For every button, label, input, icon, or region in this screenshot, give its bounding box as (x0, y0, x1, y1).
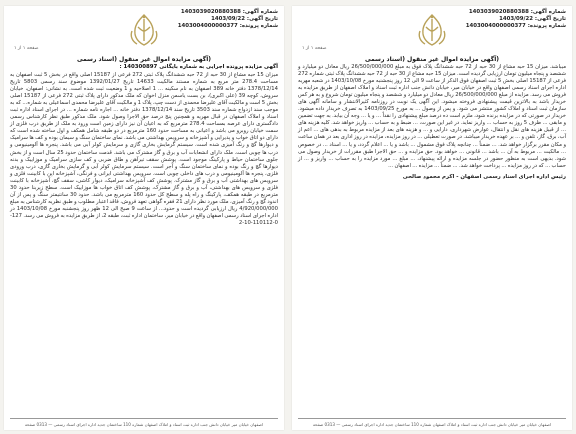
notice-body: میباشد. میزان 15 حبه مشاع از 30 حبه از 72 حبه ششدانگ پلاک فوق به مبلغ 26/500/000/000 ریال معادل دو میلیارد و ششصد و پنجاه میلیون تومان ارزیابی گردیده است. میزان 15 حبه مشاع از 30 حبه از 72 حبه ششدانگ پلاک ثبتی شماره 272 فرعی از 15187 اصلی بخش 5 ثبت اصفهان فوق الذکر از ساعت 9 الی 12 روز پنجشنبه مورخ 1403/10/08 در شعبه مهریه اداره اجرای اسناد رسمی اصفهان واقع در خیابان میر، خیابان دانش جنب اداره ثبت اسناد و املاک اصفهان از طریق مزایده به فروش می رسد. مزایده از مبلغ 26/500/000/000 ریال معادل دو میلیارد و ششصد و پنجاه میلیون تومان شروع و به هر کس خریدار باشد به بالاترین قیمت پیشنهادی فروخته میشود. این آگهی یک نوبت در روزنامه کثیرالانتشار و سامانه آگهی های سازمان ثبت اسناد و املاک کشور منتشر می شود. و پس از وصول ... به مورخ 1403/09/25 به تصرف خریدار داده میشود. خریدار در صورتی که در مزایده برنده شود، ملزم است ده درصد مبلغ پیشنهادی را نقداً ... و یا ... وجه آن بیابد. به جهت تضمین و مابقی ... ظرف 5 روز به حساب ... واریز نماید. در غیر این صورت، ... ضبط و به حساب ... واریز خواهد شد. کلیه هزینه های ... از قبیل هزینه های نقل و انتقال، عوارض شهرداری، دارایی و ... و هزینه های بعد از مزایده مربوط به بدهی های ... اعم از آب، برق، گاز، تلفن و ... بر عهده خریدار میباشد. در صورت تعطیلی ... در روز مزایده، مزایده در روز اداری بعد در همان ساعت و مکان مقرر برگزار خواهد شد. ... ضمناً ... چنانچه پلاک فوق مشمول ... باشد و یا ... اعلام گردد، و یا ... اسناد ... در خصوص ... مالکیت ... مربوط به آن ... باشد ... قانونی ... خواهد بود. حق مزایده و ... حق الاجرا طبق مقررات از خریدار وصول می شود. بدیهی است به منظور حضور در جلسه مزایده و ارائه پیشنهاد، ... مبلغ ... مورد مزایده را به حساب ... واریز و ... از حساب ... که در روز مزایده ... پرداخت خواهد شد. ... ضمناً ... مزایده ... اصفهان ... (298, 64, 567, 169)
page-number: صفحه ۱ از ۱ (302, 46, 327, 51)
notice-page-right (292, 6, 572, 430)
notice-date: تاریخ آگهی: 1403/09/22 (211, 16, 278, 23)
notice-meta (466, 9, 566, 31)
page-header (292, 6, 572, 54)
page-header (4, 6, 284, 54)
page-subtitle: آگهی مزایده پرونده اجرایی به شماره بایگانی 140300897 : (119, 64, 278, 70)
notice-meta (178, 9, 278, 31)
page-title: (آگهی مزایده اموال غیر منقول (اسناد رسمی (364, 56, 500, 63)
footer-divider (10, 418, 278, 419)
emblem-icon (412, 10, 452, 50)
notice-number: شماره آگهی: 1403039020880388 (468, 9, 566, 15)
signature-block: رئیس اداره اجرای اسناد رسمی اصفهان - اکرم محمود صالحی (402, 173, 566, 180)
page-number: صفحه ۱ از ۱ (14, 46, 39, 51)
notice-body: میزان 15 حبه مشاع از 30 حبه از 72 حبه ششدانگ پلاک ثبتی 272 فرعی از 15187 اصلی واقع در بخش 5 ثبت اصفهان به مساحت 278.4 متر مربع به شماره مستند مالکیت 14633 تاریخ 1392/01/27 موضوع سند رسمی 5803 تاریخ 1378/12/14 دفتر خانه 389 اصفهان به نام سکینه ... 1 اصلاحیه و 1 وضعیت ثبت شده است. به نشانی: اصفهان، خیابان سروش، کوچه 39 (علی اکبری)، بن بست یاسمن منزل اخوان که ملک مذکور دارای پلاک ثبتی 272 فرعی از 15187 اصلی بخش 5 است و مالکیت آقای علیرضا محمدی از دست چپ، پلاک 1 و مالکیت آقای علیرضا محمدی اسماعیلی به شماره... که به موجب سند ازدواج شماره سند 3503 تاریخ سند 1378/12/14 دفتر خانه ... اجاره نامه شماره ... در اجرای اسناد اداره ثبت اسناد و املاک اصفهان در قبال مهریه و همچنین پنج درصد حق الاجرا وصول شود. ملک مذکور طبق نظر کارشناس رسمی دادگستری دارای عرصه بمساحت 278.4 مترمربع که به اعیان آن نیز دارای زمین است ورود به ملک از طریق درب فلزی از سمت خیابان روبرو می باشد و اعیانی به مساحت حدود 160 مترمربع در دو طبقه شامل همکف و اول ساخته شده است که دارای دو اتاق خواب و پذیرایی و آشپزخانه و سرویس بهداشتی می باشد. نمای ساختمان سنگ و سیمان بوده و کف ها سرامیک و دیوارها گچ و رنگ آمیزی شده است. سیستم گرمایش بخاری گازی و سرمایش کولر آبی می باشد. پنجره ها آلومینیومی و درب ها چوبی است. ملک دارای انشعابات آب و برق و گاز مشترک می باشد. قدمت ساختمان حدود 25 سال است و از بخش جلوی ساختمان حیاط و پارکینگ موجود است. پوشش سقف تیرآهن و طاق ضربی و کف سازی سرامیک و موزاییک و بدنه دیوارها گچ و رنگ بوده و نمای ساختمان سنگ و آجر است. سیستم سرمایش کولر آبی و گرمایش بخاری گازی، درب ورودی فلزی، پنجره ها آلومینیومی و درب های داخلی چوبی است. سرویس بهداشتی ایرانی و فرنگی، آشپزخانه اپن با کابینت فلزی و سرویس های بهداشتی آب و برق و گاز مشترک. پوشش کف آشپزخانه سرامیک، دیوار کاشی، سقف گچ، آشپزخانه با کابینت فلزی و سرویس های بهداشتی، آب و برق و گاز مشترک، پوشش کف اتاق خواب ها موزاییک است. سطح زیربنا حدود 30 مترمربع در طبقه همکف، پارکینگ و راه پله و سطح کل حدود 160 مترمربع می باشد. حدود 30 سانتیمتر سنگ و پس از آن اندود گچ و رنگ آمیزی، ملک مورد نظر دارای 21 فقره گواهی تعهد فروش، فاقد اعتبار مطلوب و طبق نظریه کارشناس به مبلغ 4/920/000/000 ریال ارزیابی گردیده است و حدود... از ساعت 9 صبح الی 12 ظهر روز پنجشنبه مورخ 1403/10/08 در اداره اجرای اسناد رسمی اصفهان واقع در خیابان میر، ساختمان اداره ثبت، طبقه 2، از طریق مزایده به فروش می رسد. 127-0-110112-10-2 (10, 72, 279, 226)
emblem-icon (124, 10, 164, 50)
notice-number: شماره آگهی: 1403039020880388 (180, 9, 278, 15)
footer-divider (298, 418, 566, 419)
notice-page-left (4, 6, 284, 430)
page-title: (آگهی مزایده اموال غیر منقول (اسناد رسمی (76, 56, 212, 63)
notice-date: تاریخ آگهی: 1403/09/22 (499, 16, 566, 23)
page-footer: اصفهان خیابان میر خیابان دانش جنب اداره ثبت اسناد و املاک اصفهان شماره 110 ساختمان جدید اداره اجرای اسناد رسمی — 0313 صفحه (24, 422, 264, 427)
file-number: شماره پرونده: 1403004000000377 (465, 23, 566, 30)
page-footer: اصفهان خیابان میر خیابان دانش جنب اداره ثبت اسناد و املاک اصفهان شماره 110 ساختمان جدید اداره اجرای اسناد رسمی — 0313 صفحه (312, 422, 552, 427)
file-number: شماره پرونده: 1403004000000377 (177, 23, 278, 30)
